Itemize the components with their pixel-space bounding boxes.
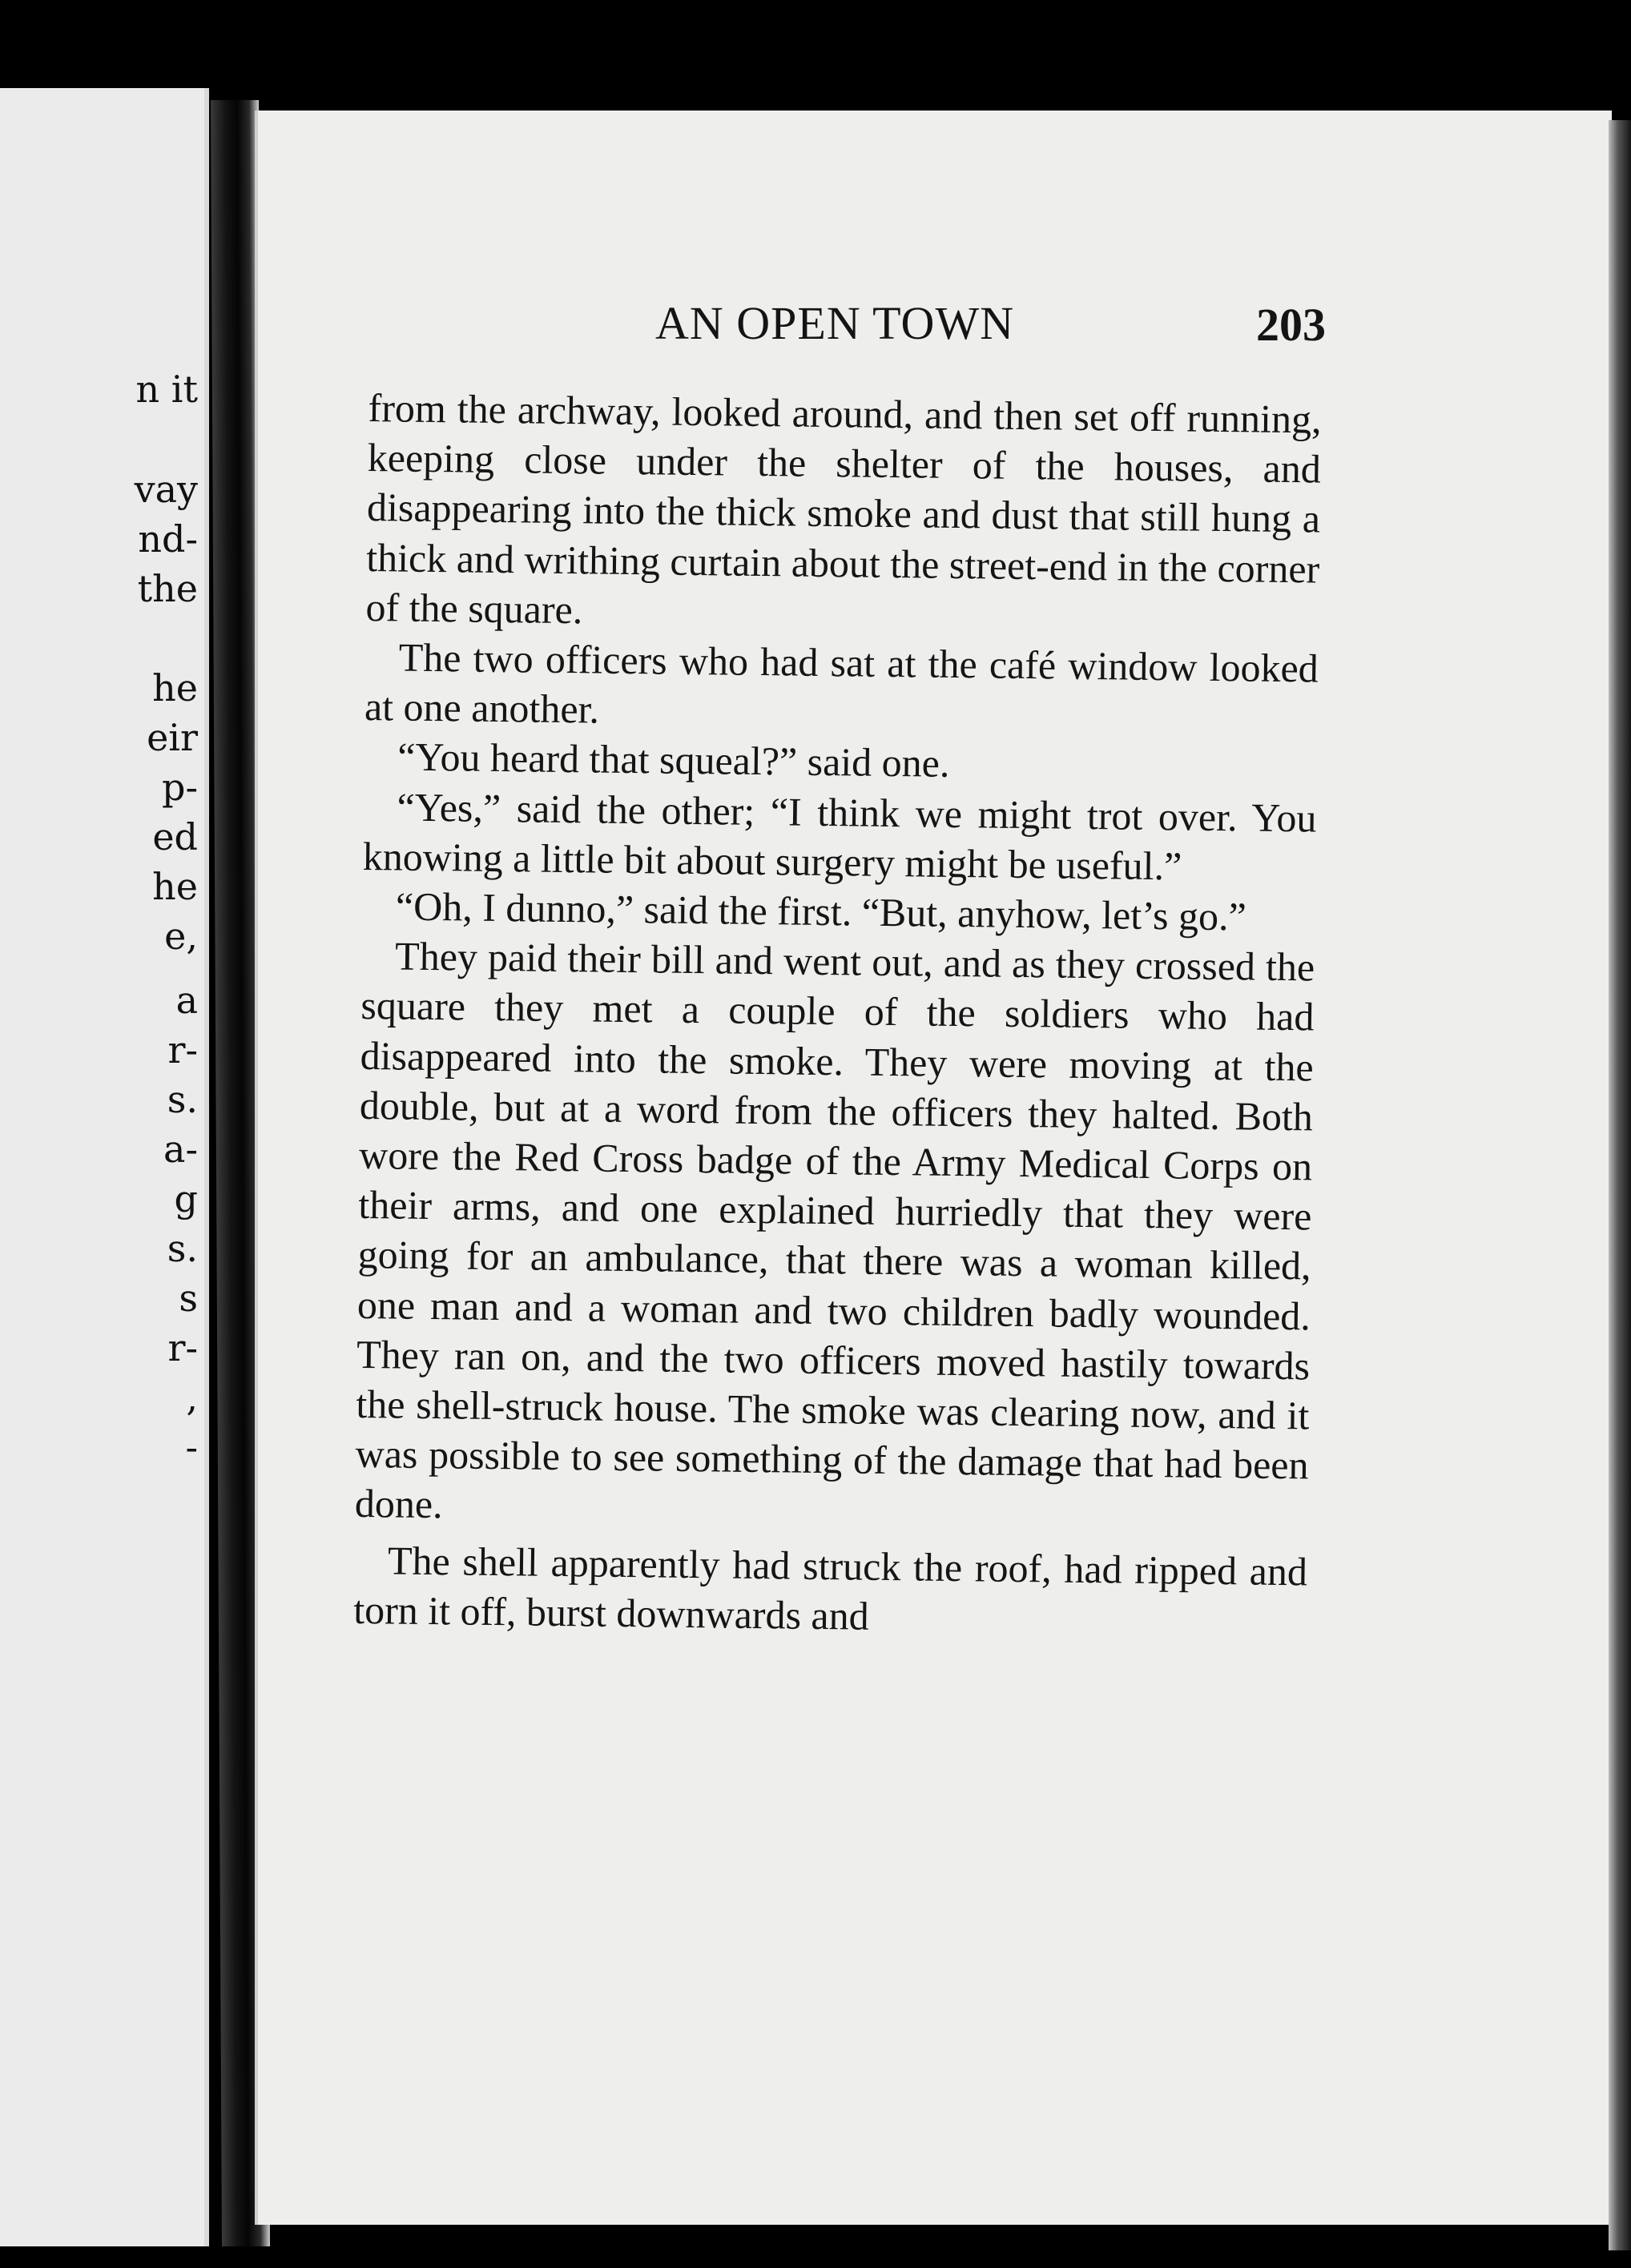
page-edge xyxy=(1609,120,1631,2250)
left-page-fragment: s. xyxy=(167,1227,198,1270)
left-page-fragment: eir xyxy=(147,716,198,759)
left-page-fragment: a- xyxy=(163,1128,198,1171)
left-page-fragment: g xyxy=(174,1177,198,1220)
paragraph: The two officers who had sat at the café window looked at one another. xyxy=(364,634,1319,732)
left-page-fragment: a xyxy=(175,979,198,1022)
left-page-fragment: e, xyxy=(164,915,198,958)
left-page-fragment: n it xyxy=(135,368,198,411)
paragraph: The shell apparently had struck the roof, had ripped and torn it off, burst downwards and xyxy=(352,1538,1308,1639)
left-page-fragment: he xyxy=(152,865,198,908)
running-head: AN OPEN TOWN xyxy=(655,297,1015,349)
left-page-fragment: s. xyxy=(167,1078,198,1121)
left-page-fragment: nd- xyxy=(138,517,198,561)
left-page-fragment: r- xyxy=(167,1326,198,1369)
left-page-fragment: , xyxy=(186,1376,198,1419)
body-text xyxy=(353,383,1322,1646)
paragraph: “Yes,” said the other; “I think we might trot over. You knowing a little bit about surgery might be useful.” xyxy=(362,784,1317,889)
left-page-fragment: ed xyxy=(152,815,198,859)
paragraph: “Oh, I dunno,” said the first. “But, anyhow, let’s go.” xyxy=(395,883,1247,939)
left-page-fragment: he xyxy=(152,666,198,710)
left-page-fragment: p- xyxy=(162,766,198,809)
left-page-fragment: r- xyxy=(167,1028,198,1072)
page-203 xyxy=(255,111,1612,2225)
left-facing-page xyxy=(0,88,209,2246)
paragraph: They paid their bill and went out, and as they crossed the square they met a couple of the soldiers who had disappeared into the smoke. They were moving at the double, but at a word from the officers they halted. Both wore the Red Cross badge of the Army Medical Corps on their arms, and one explained hurriedly that they were going for an ambulance, that there was a woman killed, one man and a woman and two children badly wounded. They ran on, and the two officers moved hastily towards the shell-struck house. The smoke was clearing now, and it was possible to see something of the damage that had been done. xyxy=(354,933,1315,1527)
page-number: 203 xyxy=(1256,299,1326,351)
left-page-fragment: s xyxy=(179,1277,198,1320)
left-page-fragment: - xyxy=(185,1426,198,1469)
left-page-fragment: vay xyxy=(134,468,198,511)
paragraph: “You heard that squeal?” said one. xyxy=(397,734,950,786)
left-page-fragment: the xyxy=(137,567,198,610)
paragraph: from the archway, looked around, and then set off running, keeping close under the shelter of the houses, and disappearing into the thick smoke and dust that still hung a thick and writhing curtain about the street-end in the corner of the square. xyxy=(365,384,1322,633)
page-header xyxy=(258,296,1612,360)
